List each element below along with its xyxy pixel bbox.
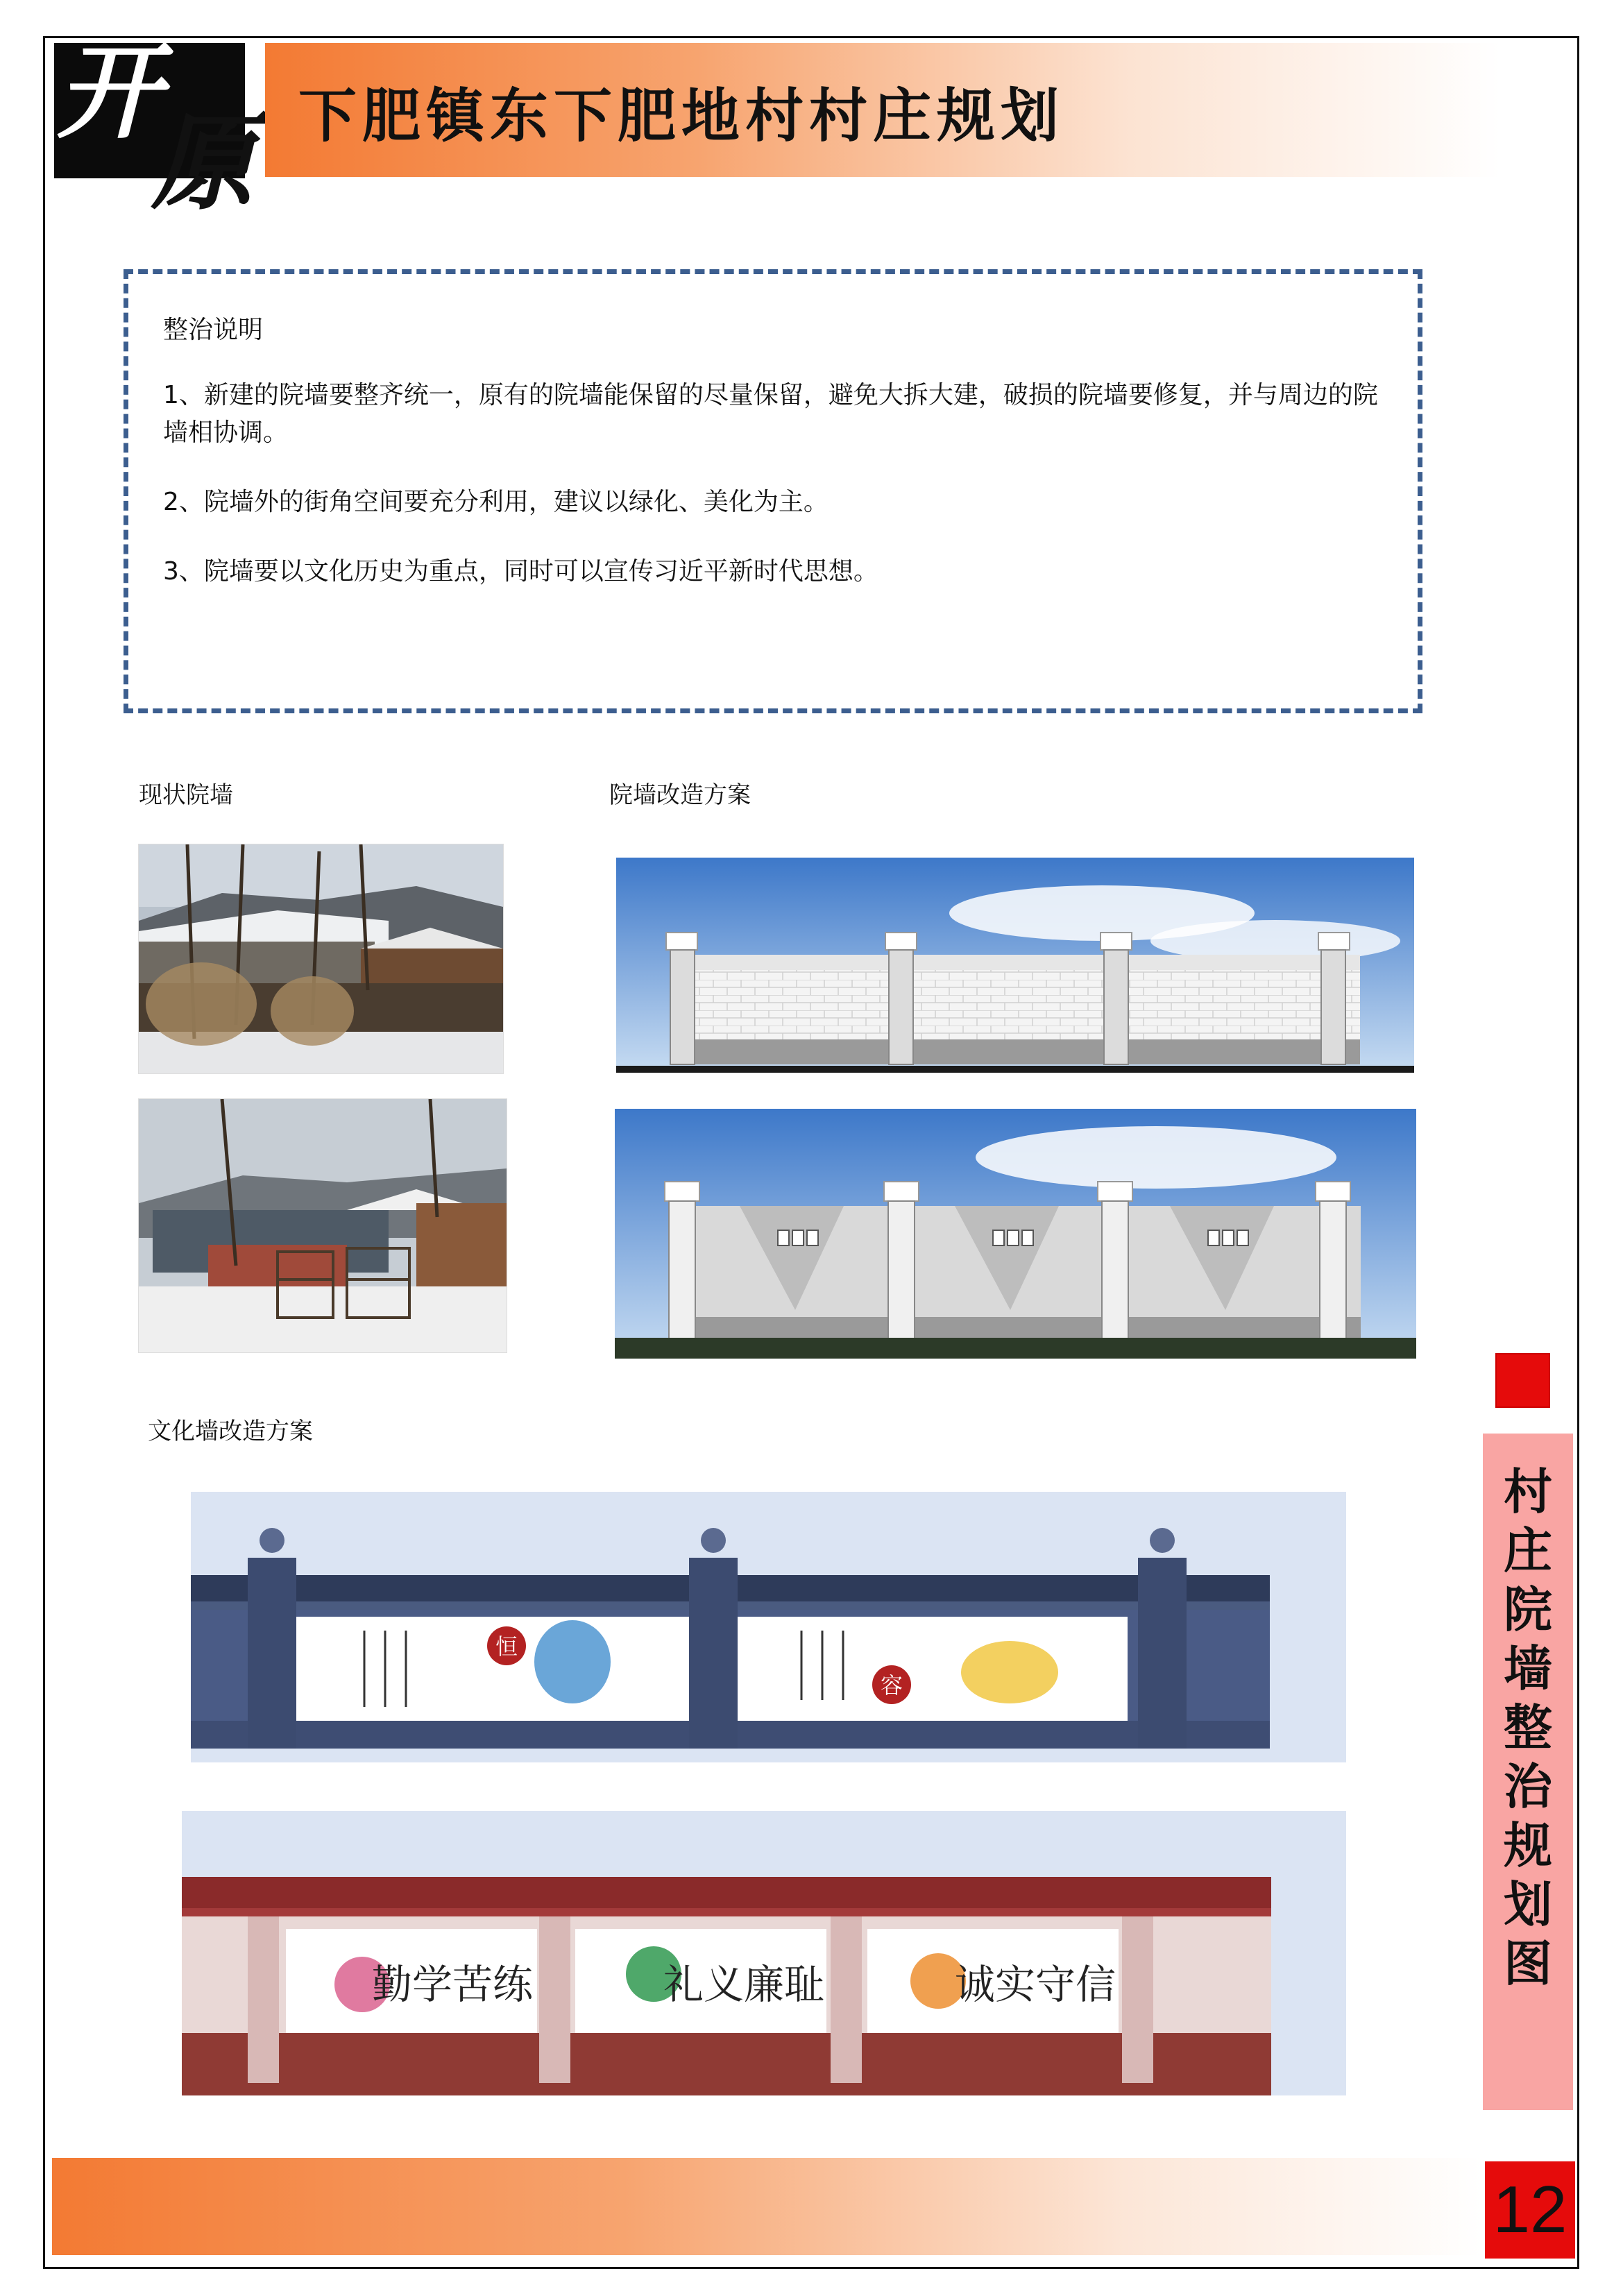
side-title-char-3: 院 bbox=[1504, 1581, 1552, 1638]
side-title-char-9: 图 bbox=[1504, 1934, 1552, 1992]
side-title-char-7: 规 bbox=[1504, 1817, 1552, 1874]
notes-title: 整治说明 bbox=[163, 316, 264, 344]
note-item-1: 1、新建的院墙要整齐统一，原有的院墙能保留的尽量保留，避免大拆大建，破损的院墙要修复，并与周边的院墙相协调。 bbox=[163, 381, 1378, 447]
note-item-2: 2、院墙外的街角空间要充分利用，建议以绿化、美化为主。 bbox=[163, 488, 829, 516]
culture-seal-heng: 恒 bbox=[495, 1633, 518, 1660]
label-wall-plan: 院墙改造方案 bbox=[609, 781, 751, 809]
footer-banner bbox=[52, 2158, 1481, 2255]
logo-char-yuan: 原 bbox=[151, 102, 256, 224]
logo-char-kai: 开 bbox=[57, 31, 162, 153]
notes-box bbox=[124, 269, 1422, 713]
wall-plan-render-1 bbox=[616, 858, 1414, 1073]
side-marker-square bbox=[1495, 1353, 1550, 1408]
wall-plan-render-2 bbox=[615, 1109, 1416, 1359]
page-number: 12 bbox=[1485, 2161, 1575, 2259]
note-item-3: 3、院墙要以文化历史为重点，同时可以宣传习近平新时代思想。 bbox=[163, 557, 878, 586]
current-wall-photo-2 bbox=[138, 1098, 507, 1353]
culture-text-chengxin: 诚实守信 bbox=[954, 1961, 1116, 2008]
culture-seal-rong: 容 bbox=[880, 1672, 903, 1699]
current-wall-photo-1 bbox=[138, 844, 504, 1074]
culture-wall-render-2 bbox=[182, 1811, 1346, 2095]
label-current-wall: 现状院墙 bbox=[139, 781, 233, 809]
page-title: 下肥镇东下肥地村村庄规划 bbox=[298, 82, 1065, 150]
culture-text-qinxue: 勤学苦练 bbox=[371, 1961, 534, 2008]
side-title-char-4: 墙 bbox=[1504, 1640, 1552, 1697]
label-culture-plan: 文化墙改造方案 bbox=[148, 1418, 313, 1445]
side-title-char-6: 治 bbox=[1504, 1758, 1552, 1815]
culture-text-liyi: 礼义廉耻 bbox=[663, 1961, 825, 2008]
side-title-char-5: 整 bbox=[1504, 1699, 1552, 1756]
culture-wall-render-1 bbox=[191, 1492, 1346, 1762]
side-title-char-2: 庄 bbox=[1504, 1522, 1552, 1579]
side-title-char-8: 划 bbox=[1504, 1876, 1552, 1933]
side-title-char-1: 村 bbox=[1504, 1463, 1552, 1520]
